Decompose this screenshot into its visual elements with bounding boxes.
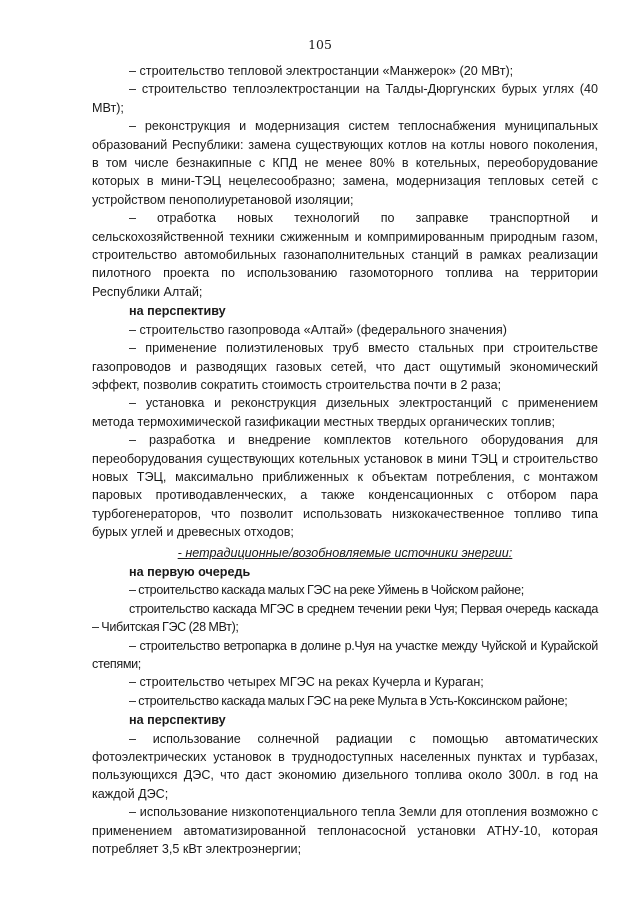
heading-first-stage: на первую очередь — [129, 564, 251, 579]
paragraph: – использование солнечной радиации с помощью автоматических фотоэлектрических установок в труднодоступных населенных пунктах и турбазах, пользующихся ДЭС, что даст экономию дизельного топлива около 300л. в год на каждой ДЭС; — [92, 731, 598, 801]
paragraph: – реконструкция и модернизация систем теплоснабжения муниципальных образований Республики: замена существующих котлов на котлы нового поколения, в том числе безнакипные с КПД не менее 80% в котельных, переоборудование которых в мини-ТЭЦ нецелесообразно; замена, модернизация тепловых сетей с устройством пенополиуретановой изоляции; — [92, 119, 598, 207]
paragraph: – строительство теплоэлектростанции на Талды-Дюргунских бурых углях (40 МВт); — [92, 82, 598, 115]
paragraph: – строительство тепловой электростанции «Манжерок» (20 МВт); — [129, 64, 514, 78]
heading-long-term: на перспективу — [129, 304, 226, 319]
heading-long-term-2: на перспективу — [129, 713, 226, 728]
paragraph: – строительство каскада малых ГЭС на реке Мульта в Усть-Коксинском районе; — [129, 693, 568, 708]
paragraph: – применение полиэтиленовых труб вместо стальных при строительстве газопроводов и разводящих газовых сетей, что даст ощутимый экономический эффект, позволив сократить стоимость строительства почти в 2 раза; — [92, 341, 598, 392]
section-title-renewables: - нетрадиционные/возобновляемые источники энергии: — [177, 545, 513, 560]
paragraph: – разработка и внедрение комплектов котельного оборудования для переоборудования существующих котельных установок в мини ТЭЦ и строительство новых ТЭЦ, максимально приближенных к объектам потребления, с монтажом паровых противодавленческих, а также конденсационных с отбором пара турбогенераторов, что позволит использовать низкокачественное топливо типа бурых углей и древесных отходов; — [92, 433, 598, 540]
paragraph: – строительство каскада малых ГЭС на реке Уймень в Чойском районе; — [129, 583, 524, 598]
paragraph: – установка и реконструкция дизельных электростанций с применением метода термохимической газификации местных твердых органических топлив; — [92, 396, 598, 429]
paragraph: – отработка новых технологий по заправке транспортной и сельскохозяйственной техники сжиженным и компримированным природным газом, строительство автомобильных газонаполнительных станций в рамках реализации пилотного проекта по использованию газомоторного топлива на территории Республики Алтай; — [92, 211, 598, 299]
page-number: 105 — [308, 37, 332, 52]
paragraph: – строительство четырех МГЭС на реках Кучерла и Кураган; — [129, 675, 484, 690]
document-body — [92, 62, 598, 858]
paragraph: – строительство газопровода «Алтай» (федерального значения) — [129, 322, 507, 337]
paragraph: строительство каскада МГЭС в среднем течении реки Чуя; Первая очередь каскада – Чибитская ГЭС (28 МВт); — [92, 601, 598, 635]
paragraph: – строительство ветропарка в долине р.Чуя на участке между Чуйской и Курайской степями; — [92, 638, 598, 671]
paragraph: – использование низкопотенциального тепла Земли для отопления возможно с применением автоматизированной теплонасосной установки АТНУ-10, которая потребляет 3,5 кВт электроэнергии; — [92, 805, 598, 857]
